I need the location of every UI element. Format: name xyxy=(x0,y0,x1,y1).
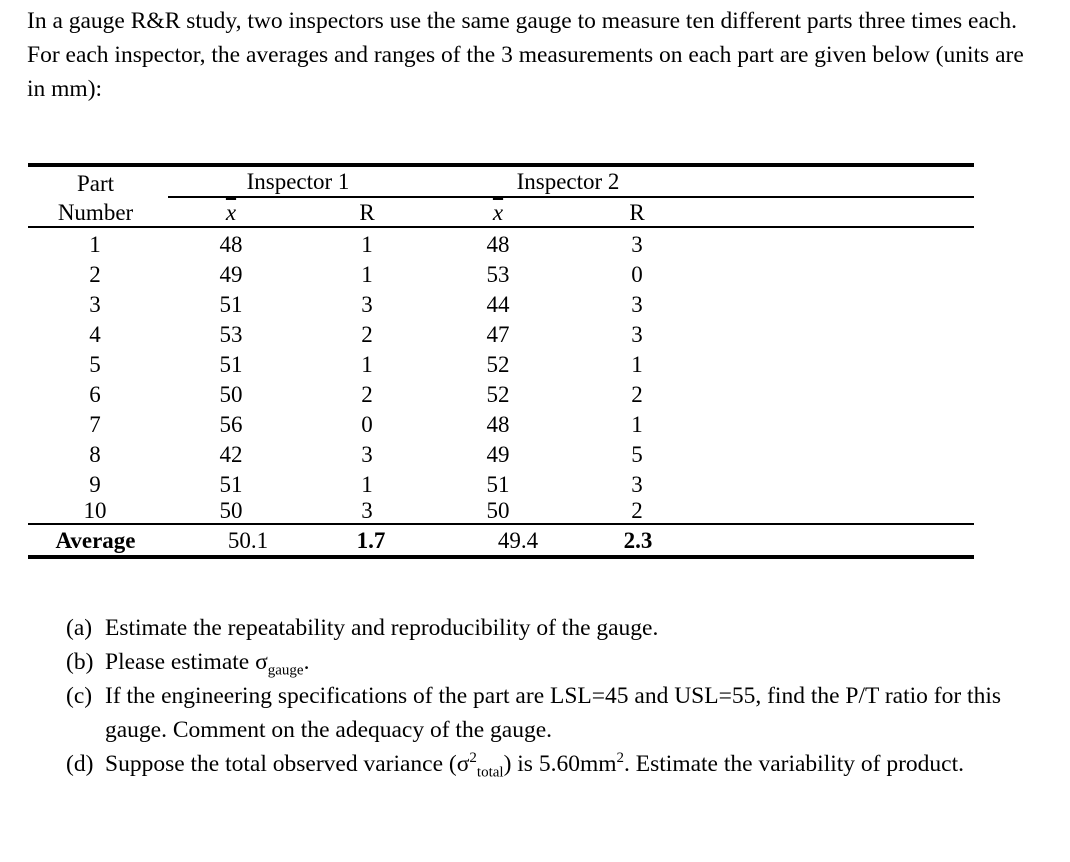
intro-paragraph: In a gauge R&R study, two inspectors use the same gauge to measure ten different parts three times each. For each inspector, the averages and ranges of the 3 measurements on each part are given below (units are in mm): xyxy=(27,8,1024,102)
part-number: 6 xyxy=(89,382,101,407)
inspector2-range: 3 xyxy=(631,322,643,347)
question-text-end: . Estimate the variability of product. xyxy=(624,751,965,777)
part-number: 8 xyxy=(89,442,101,467)
part-number: 2 xyxy=(89,262,101,287)
question-d xyxy=(66,747,1001,781)
inspector2-average: 51 xyxy=(486,472,510,497)
inspector1-range: 1 xyxy=(361,472,373,497)
gauge-rr-table xyxy=(28,163,974,560)
inspector1-average: 51 xyxy=(219,472,243,497)
inspector2-range: 0 xyxy=(631,262,643,287)
inspector1-range: 3 xyxy=(361,498,373,523)
table-top-rule xyxy=(28,163,974,167)
unit-superscript: 2 xyxy=(616,750,625,767)
inspector2-range: 2 xyxy=(631,382,643,407)
inspector1-average: 53 xyxy=(219,322,243,347)
sigma-subscript: total xyxy=(476,764,504,781)
inspector1-range: 1 xyxy=(361,232,373,257)
inspector2-average-total: 49.4 xyxy=(497,528,539,553)
inspector1-range-total: 1.7 xyxy=(356,528,386,553)
inspector1-range: 3 xyxy=(361,292,373,317)
inspector2-average: 48 xyxy=(486,232,510,257)
inspector1-average: 51 xyxy=(219,352,243,377)
part-number: 9 xyxy=(89,472,101,497)
inspector1-average: 56 xyxy=(219,412,243,437)
inspector1-average: 50 xyxy=(219,498,243,523)
inspector1-average-total: 50.1 xyxy=(227,528,269,553)
inspector1-average: 42 xyxy=(219,442,243,467)
part-number: 3 xyxy=(89,292,101,317)
part-number: 7 xyxy=(89,412,101,437)
part-number: 5 xyxy=(89,352,101,377)
inspector2-average: 52 xyxy=(486,352,510,377)
inspector1-range: 2 xyxy=(361,382,373,407)
sigma-superscript: 2 xyxy=(469,750,477,767)
inspector1-xbar-header: $\overline{x}$ xyxy=(225,200,237,225)
sigma-subscript: gauge xyxy=(267,662,304,679)
inspector1-average: 48 xyxy=(219,232,243,257)
inspector1-average: 51 xyxy=(219,292,243,317)
inspector2-range: 3 xyxy=(631,232,643,257)
inspector1-range-header: R xyxy=(359,200,375,225)
inspector2-range-total: 2.3 xyxy=(623,528,653,553)
inspector2-average: 44 xyxy=(486,292,510,317)
question-label: (c) xyxy=(66,683,93,709)
question-label: (a) xyxy=(66,615,93,641)
question-text: Estimate the repeatability and reproducibility of the gauge. xyxy=(105,615,659,641)
inspector2-range: 1 xyxy=(631,352,643,377)
average-label: Average xyxy=(55,528,136,553)
inspector2-average: 47 xyxy=(486,322,510,347)
inspector2-average: 49 xyxy=(486,442,510,467)
inspector2-average: 52 xyxy=(486,382,510,407)
inspector2-average: 53 xyxy=(486,262,510,287)
inspector1-range: 3 xyxy=(361,442,373,467)
inspector1-range: 0 xyxy=(361,412,373,437)
part-number: 1 xyxy=(89,232,101,257)
inspector1-average: 49 xyxy=(219,262,243,287)
question-a xyxy=(66,611,1001,645)
inspector2-range-header: R xyxy=(629,200,645,225)
question-text: Please estimate σ xyxy=(105,649,268,675)
inspector1-range: 2 xyxy=(361,322,373,347)
questions-list xyxy=(66,611,1001,781)
inspector2-xbar-header: $\overline{x}$ xyxy=(492,200,504,225)
question-text: Suppose the total observed variance (σ xyxy=(105,751,470,777)
inspector2-average: 50 xyxy=(486,498,510,523)
question-c xyxy=(66,679,1001,747)
inspector1-range: 1 xyxy=(361,352,373,377)
inspector2-range: 2 xyxy=(631,498,643,523)
inspector2-range: 3 xyxy=(631,292,643,317)
inspector2-range: 1 xyxy=(631,412,643,437)
part-number: 10 xyxy=(83,498,107,523)
table-bottom-rule xyxy=(28,555,974,559)
inspector2-range: 5 xyxy=(631,442,643,467)
inspector2-header: Inspector 2 xyxy=(516,169,620,194)
inspector-header-rule xyxy=(168,196,974,198)
part-header-line1: Part xyxy=(76,171,115,196)
question-b xyxy=(66,645,1001,679)
question-text-end: . xyxy=(303,649,310,675)
inspector2-average: 48 xyxy=(486,412,510,437)
part-header-line2: Number xyxy=(57,200,134,225)
part-number: 4 xyxy=(89,322,101,347)
inspector2-range: 3 xyxy=(631,472,643,497)
inspector1-header: Inspector 1 xyxy=(246,169,350,194)
inspector1-average: 50 xyxy=(219,382,243,407)
question-text-mid: ) is 5.60mm xyxy=(503,751,617,777)
question-label: (b) xyxy=(66,649,94,675)
inspector1-range: 1 xyxy=(361,262,373,287)
question-label: (d) xyxy=(66,751,94,777)
question-text: If the engineering specifications of the part are LSL=45 and USL=55, find the P/T ratio for this gauge. Comment on the adequacy of the gauge. xyxy=(105,683,1001,743)
